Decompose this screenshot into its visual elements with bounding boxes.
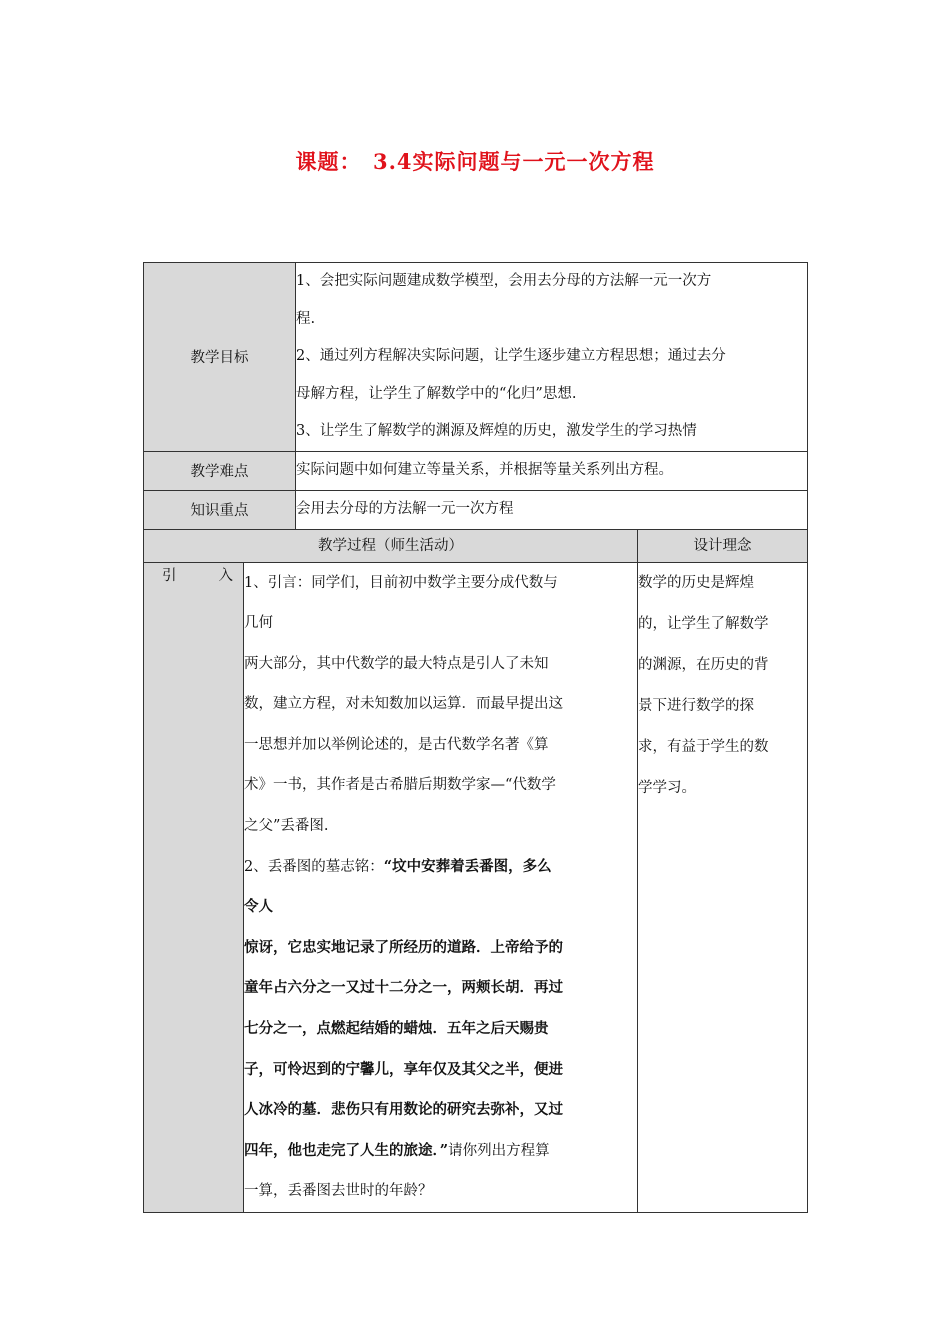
objectives-content (296, 263, 808, 452)
epitaph-text: 令人 (244, 898, 273, 916)
intro-label (144, 562, 244, 1213)
intro-text-line: 两大部分，其中代数学的最大特点是引人了未知 (244, 655, 549, 672)
intro-row (144, 562, 808, 1213)
objective-1: 1、会把实际问题建成数学模型，会用去分母的方法解一元一次方 (296, 273, 712, 289)
objective-3: 3、让学生了解数学的渊源及辉煌的历史，激发学生的学习热情 (296, 423, 697, 439)
epitaph-intro (244, 847, 637, 888)
epitaph-text: 子，可怜迟到的宁馨儿，享年仅及其父之半，便进 (244, 1060, 563, 1078)
epitaph-text: “坟中安葬着丢番图，多么 (383, 857, 552, 875)
design-text-line: 的渊源，在历史的背 (638, 656, 769, 673)
objective-2-cont: 母解方程，让学生了解数学中的“化归”思想. (296, 385, 577, 402)
intro-text-line: 术》一书，其作者是古希腊后期数学家—“代数学 (244, 777, 556, 794)
design-text-line: 求，有益于学生的数 (638, 738, 769, 755)
difficulty-row (144, 451, 808, 490)
objectives-label: 教学目标 (144, 263, 296, 452)
intro-text-line: 1、引言：同学们，目前初中数学主要分成代数与 (244, 574, 558, 591)
header-row (144, 529, 808, 562)
key-points-label: 知识重点 (144, 490, 296, 529)
intro-text-line: 数，建立方程，对未知数加以运算．而最早提出这 (244, 696, 563, 713)
epitaph-prefix: 2、丢番图的墓志铭： (244, 858, 384, 875)
epitaph-end (244, 1131, 637, 1172)
intro-text-line: 之父”丢番图. (244, 818, 329, 835)
epitaph-text: 童年占六分之一又过十二分之一，两颊长胡．再过 (244, 979, 563, 997)
key-points-content: 会用去分母的方法解一元一次方程 (296, 490, 808, 529)
difficulty-label: 教学难点 (144, 451, 296, 490)
objectives-row (144, 263, 808, 452)
process-header: 教学过程（师生活动） (144, 529, 638, 562)
key-points-row (144, 490, 808, 529)
intro-label-right: 入 (218, 567, 233, 584)
lesson-plan-table (143, 262, 808, 1213)
design-text-line: 数学的历史是辉煌 (638, 574, 754, 591)
epitaph-text: 七分之一，点燃起结婚的蜡烛．五年之后天赐贵 (244, 1020, 549, 1038)
intro-text-line: 一思想并加以举例论述的，是古代数学名著《算 (244, 736, 549, 753)
question-text: 一算，丢番图去世时的年龄？ (244, 1183, 433, 1200)
objective-1-cont: 程. (296, 310, 316, 327)
design-text-line: 学学习。 (638, 779, 696, 796)
epitaph-text: 惊讶，它忠实地记录了所经历的道路．上帝给予的 (244, 938, 563, 956)
difficulty-content: 实际问题中如何建立等量关系，并根据等量关系列出方程。 (296, 451, 808, 490)
intro-text-line: 几何 (244, 615, 273, 632)
design-text-line: 景下进行数学的探 (638, 697, 754, 714)
intro-content (244, 562, 638, 1213)
design-header: 设计理念 (638, 529, 808, 562)
question-text: 请你列出方程算 (448, 1142, 550, 1159)
intro-label-left: 引 (162, 567, 177, 584)
design-text-line: 的，让学生了解数学 (638, 615, 769, 632)
lesson-title: 课题： 3.4实际问题与一元一次方程 (295, 149, 655, 174)
design-content (638, 562, 808, 1213)
objective-2: 2、通过列方程解决实际问题，让学生逐步建立方程思想；通过去分 (296, 348, 726, 364)
epitaph-text: 四年，他也走完了人生的旅途．” (244, 1141, 449, 1159)
epitaph-text: 人冰冷的墓．悲伤只有用数论的研究去弥补，又过 (244, 1101, 563, 1119)
